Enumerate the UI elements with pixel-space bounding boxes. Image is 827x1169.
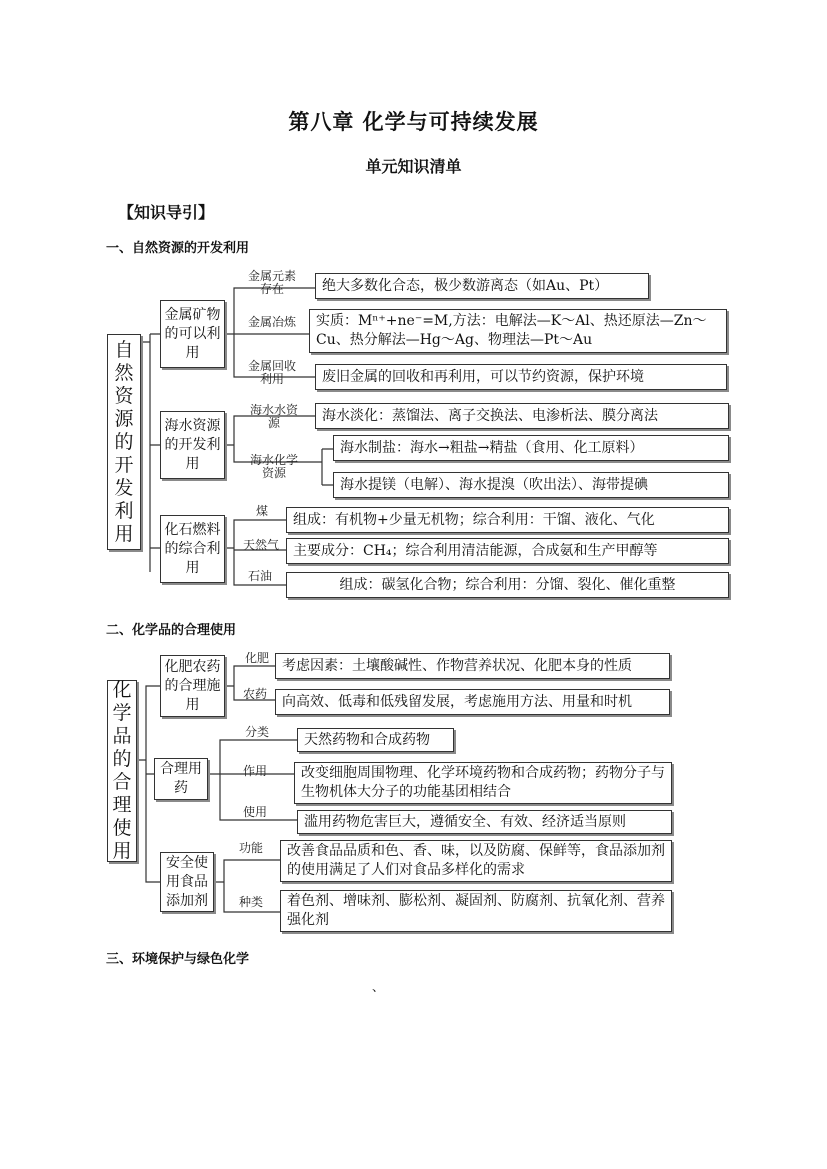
leaf-seawater-salt: 海水制盐：海水→粗盐→精盐（食用、化工原料） (333, 435, 729, 461)
leaf-seawater-extraction: 海水提镁（电解）、海水提溴（吹出法）、海带提碘 (333, 472, 729, 498)
category-rational-medicine: 合理用药 (154, 758, 208, 800)
leaf-medicine-usage: 滥用药物危害巨大，遵循安全、有效、经济适当原则 (297, 810, 672, 834)
category-fertilizer-pesticide: 化肥农药的合理施用 (160, 655, 225, 717)
root-char: 理 (112, 794, 132, 816)
label-metal-smelting: 金属冶炼 (248, 315, 297, 329)
label-classification: 分类 (244, 725, 269, 739)
category-seawater-resources: 海水资源的开发利用 (160, 411, 225, 479)
section-heading-2: 二、化学品的合理使用 (106, 623, 237, 638)
root-box-chemicals (107, 680, 137, 862)
root-char: 用 (112, 840, 132, 862)
leaf-medicine-classification: 天然药物和合成药物 (297, 728, 454, 752)
root-char: 的 (114, 430, 134, 453)
root-char: 化 (112, 679, 132, 701)
label-petroleum: 石油 (247, 569, 272, 583)
root-char: 用 (114, 522, 134, 545)
label-metal-existence: 金属元素存在 (247, 269, 296, 296)
root-char: 利 (114, 499, 134, 522)
leaf-fertilizer: 考虑因素：土壤酸碱性、作物营养状况、化肥本身的性质 (275, 653, 670, 679)
label-usage: 使用 (242, 805, 267, 819)
chapter-subtitle: 单元知识清单 (365, 157, 462, 176)
leaf-petroleum: 组成：碳氢化合物；综合利用：分馏、裂化、催化重整 (286, 572, 729, 598)
leaf-additive-types: 着色剂、增味剂、膨松剂、凝固剂、防腐剂、抗氧化剂、营养强化剂 (280, 890, 672, 932)
leaf-seawater-desalination: 海水淡化：蒸馏法、离子交换法、电渗析法、膜分离法 (315, 403, 729, 429)
section-heading-1: 一、自然资源的开发利用 (106, 241, 250, 256)
root-char: 的 (112, 748, 132, 770)
root-char: 资 (114, 384, 134, 407)
label-pesticide: 农药 (242, 687, 267, 701)
label-seawater-water: 海水水资源 (249, 403, 298, 430)
label-types: 种类 (238, 895, 263, 909)
label-role: 功能 (238, 841, 263, 855)
chapter-title: 第八章 化学与可持续发展 (288, 109, 539, 134)
root-char: 发 (114, 476, 134, 499)
label-coal: 煤 (255, 504, 268, 518)
root-char: 自 (114, 338, 134, 361)
root-char: 使 (112, 817, 132, 839)
label-metal-recycling: 金属回收利用 (247, 359, 296, 386)
leaf-natural-gas: 主要成分：CH₄；综合利用清洁能源，合成氨和生产甲醇等 (286, 538, 729, 564)
root-char: 源 (114, 407, 134, 430)
leaf-additive-role: 改善食品品质和色、香、味，以及防腐、保鲜等，食品添加剂的使用满足了人们对食品多样化的需求 (280, 840, 672, 882)
leaf-metal-smelting: 实质：Mⁿ⁺+ne⁻=M,方法：电解法—K～Al、热还原法—Zn～Cu、热分解法—Hg～Ag、物理法—Pt～Au (309, 309, 727, 353)
leaf-coal: 组成：有机物+少量无机物；综合利用：干馏、液化、气化 (286, 507, 729, 533)
category-food-additives: 安全使用食品添加剂 (160, 852, 214, 912)
label-seawater-chemical: 海水化学资源 (249, 453, 298, 480)
leaf-pesticide: 向高效、低毒和低残留发展，考虑施用方法、用量和时机 (275, 689, 670, 715)
label-natural-gas: 天然气 (242, 538, 279, 552)
category-metal-ores: 金属矿物的可以利用 (160, 300, 225, 368)
leaf-metal-existence: 绝大多数化合态，极少数游离态（如Au、Pt） (315, 273, 649, 299)
root-box-natural-resources (107, 334, 141, 550)
root-char: 开 (114, 453, 134, 476)
leaf-metal-recycling: 废旧金属的回收和再利用，可以节约资源，保护环境 (315, 364, 727, 390)
knowledge-guide-heading: 【知识导引】 (118, 203, 215, 222)
label-fertilizer: 化肥 (244, 651, 269, 665)
root-char: 合 (112, 771, 132, 793)
root-char: 品 (112, 725, 132, 747)
label-function: 作用 (242, 764, 267, 778)
category-fossil-fuels: 化石燃料的综合利用 (160, 515, 225, 583)
root-char: 然 (114, 361, 134, 384)
leaf-medicine-function: 改变细胞周围物理、化学环境药物和合成药物；药物分子与生物机体大分子的功能基团相结合 (294, 762, 672, 804)
stray-mark: 、 (372, 980, 385, 994)
root-char: 学 (112, 702, 132, 724)
section-heading-3: 三、环境保护与绿色化学 (106, 952, 250, 967)
